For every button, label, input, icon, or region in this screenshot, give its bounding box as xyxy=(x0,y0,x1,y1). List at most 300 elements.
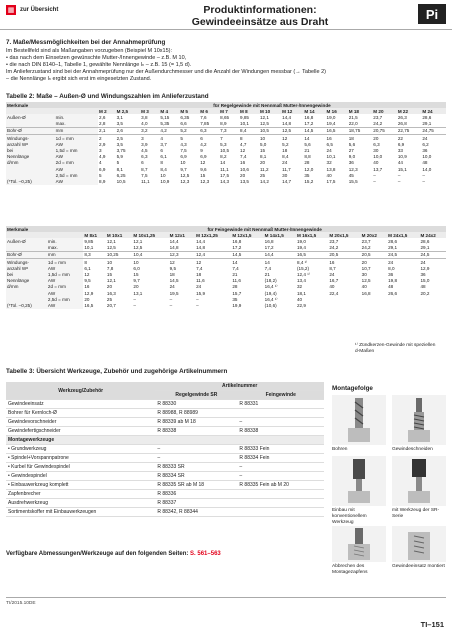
table-cell: 19,8 xyxy=(388,278,398,284)
table-cell: 10 xyxy=(259,135,281,142)
row-sublabel: max. xyxy=(55,121,98,128)
size-header: M 3 xyxy=(140,108,159,114)
body-line: Im Anlieferzustand sind bei der Annahmeprüfung nur der Außendurchmesser und die Anzahl der Windungen messbar (→ Tabelle 2) xyxy=(6,69,327,75)
table-cell: 14,8 xyxy=(169,245,179,251)
table-cell: 23,7 xyxy=(373,114,383,120)
table-cell: 21 xyxy=(232,271,238,277)
tapping-image xyxy=(392,395,446,445)
table-cell: 3,9 xyxy=(141,141,148,147)
table-row xyxy=(6,259,446,266)
table-cell: 18 xyxy=(348,135,373,142)
row-sublabel: 1d = mm xyxy=(47,259,83,266)
table-cell-tool: • Grundwerkzeug xyxy=(6,445,155,454)
table-cell: 19,4 xyxy=(296,245,306,251)
table-cell: 8,7 xyxy=(329,265,336,271)
table-cell: 4,3 xyxy=(180,141,187,147)
back-label[interactable]: zur Übersicht xyxy=(20,7,59,13)
table-cell: 6,1 xyxy=(160,154,167,160)
table-cell: 5,3 xyxy=(220,141,227,147)
table-cell: 12,5 xyxy=(133,245,143,251)
row-label: (*Tol. –0,25) xyxy=(6,178,55,184)
installed-insert-icon xyxy=(404,528,434,560)
size-header: M 12x1,5 xyxy=(231,232,263,238)
table-cell: 15,2 xyxy=(304,178,314,184)
table-cell-fein: R 88335 Fein ab M 20 xyxy=(237,481,324,490)
table-cell: 3,5 xyxy=(116,141,123,147)
table-cell: 17,2 xyxy=(304,121,314,127)
table-cell: 24,2 xyxy=(361,245,371,251)
table-cell: 9,85 xyxy=(84,238,94,244)
size-header: M 2,5 xyxy=(116,108,141,114)
table-cell: 6,9 xyxy=(180,154,187,160)
table-cell: 10,5 xyxy=(259,127,281,134)
table-cell: 48 xyxy=(422,160,428,166)
available-sizes-note xyxy=(6,551,221,557)
row-sublabel: mm xyxy=(55,127,98,134)
table-cell: 12 xyxy=(281,135,303,142)
table-cell: 14,3 xyxy=(220,178,230,184)
fine-footnote xyxy=(355,343,435,355)
table-cell: 19,0 xyxy=(326,114,336,120)
table-cell: 35 xyxy=(304,172,310,178)
table-cell: 8,4 xyxy=(160,166,167,172)
size-header: M 10x1,25 xyxy=(132,232,168,238)
table-cell: 6,3 xyxy=(373,141,380,147)
table-cell: 28,6 xyxy=(422,114,432,120)
back-to-overview-link[interactable] xyxy=(6,5,58,15)
row-label: Windungs- xyxy=(6,259,47,266)
table-cell-regel: R 88339 ab M 18 xyxy=(155,418,237,427)
table-cell: – xyxy=(196,302,199,308)
row-sublabel: min. xyxy=(47,238,83,244)
row-label: d/mm xyxy=(6,160,55,166)
table-cell: – xyxy=(133,302,136,308)
table-cell: 5,6 xyxy=(348,141,356,147)
table-cell: 13,5 xyxy=(240,178,249,184)
document-code: TI/2015.10DE xyxy=(6,601,36,606)
table-cell-tool: Gewindevorschneider xyxy=(6,418,155,427)
table-cell: 24 xyxy=(421,135,446,142)
table-cell: 20 xyxy=(84,296,90,302)
table-cell-tool: Gewindefertigschneider xyxy=(6,427,155,436)
col-merkmale: Merkmale xyxy=(6,226,83,232)
row-label: anzahl Wᵃ xyxy=(6,141,55,147)
table-cell: 20,75 xyxy=(372,127,397,134)
table-cell: 26,3 xyxy=(397,114,407,120)
step-caption: mit Werkzeug der SR-Serie xyxy=(392,508,440,519)
row-sublabel: 1,5d = mm xyxy=(55,147,98,153)
table-cell-regel: – xyxy=(155,445,237,454)
table-cell: 7,5 xyxy=(180,147,187,153)
row-sublabel: AW xyxy=(47,290,83,296)
table-cell: 12 xyxy=(169,259,195,266)
table-cell: 24 xyxy=(419,259,446,266)
table-cell: 12 xyxy=(84,271,90,277)
size-header: M 14x1,5 xyxy=(264,232,296,238)
table-cell: 29,1 xyxy=(422,121,432,127)
table-cell: 4,2 xyxy=(159,127,179,134)
table-cell: 16,5 xyxy=(296,251,328,258)
table-row xyxy=(6,400,324,409)
table-cell: 6,35 xyxy=(180,114,190,120)
table-cell: 10,6 xyxy=(240,166,249,172)
row-sublabel: max. xyxy=(47,245,83,252)
table-cell: 32 xyxy=(296,284,303,290)
table-cell-regel: – xyxy=(155,454,237,463)
table-cell: 40 xyxy=(326,172,332,178)
table-cell: 10,7 xyxy=(361,265,371,271)
table-cell: 8,7 xyxy=(141,166,148,172)
table-cell: 14,7 xyxy=(282,178,292,184)
size-header: M 8 xyxy=(239,108,259,114)
footnote-line: d-Maßen xyxy=(355,349,375,354)
table-cell: 19,9 xyxy=(232,302,242,308)
row-label: Nennlänge xyxy=(6,154,55,160)
step-caption: Gewindeschneiden xyxy=(392,447,433,452)
table-cell: 8 xyxy=(239,135,259,142)
table-cell: 11,7 xyxy=(282,166,291,172)
table-cell: 36 xyxy=(348,160,354,166)
table-cell-tool: • Kurbel für Gewindespindel xyxy=(6,463,155,472)
header-divider xyxy=(0,29,452,30)
table-cell: 4 xyxy=(159,135,179,142)
table-cell: 6,9 xyxy=(200,154,207,160)
table-cell: 8,9 xyxy=(99,178,106,184)
table-header-row xyxy=(6,382,324,391)
table-cell: 7,4 xyxy=(264,265,272,271)
table-cell: 12 xyxy=(240,147,246,153)
table-cell: 5,2 xyxy=(282,141,289,147)
row-label: Bohr-Ø xyxy=(6,251,47,258)
table-cell-tool: • Spindel+Vorspannpatrone xyxy=(6,454,155,463)
table-cell: 9 xyxy=(200,147,203,153)
table-cell-fein: R 88334 Fein xyxy=(237,454,324,463)
table-cell: 6,6 xyxy=(180,121,187,127)
table-cell: 10 xyxy=(180,160,186,166)
table-cell: – xyxy=(169,296,173,302)
table-cell: 15,0 xyxy=(420,278,430,284)
table-cell: 36 xyxy=(422,147,428,153)
table-cell: – xyxy=(397,172,401,178)
table-cell: 20 xyxy=(240,172,246,178)
table-cell: 4,7 xyxy=(240,141,247,147)
table-cell: 9,85 xyxy=(240,114,249,120)
table-cell: (15,2) xyxy=(296,265,309,271)
table-cell: 4,0 xyxy=(141,121,148,127)
table-cell: 36 xyxy=(420,271,426,277)
table-cell-fein: R 88338 xyxy=(237,427,324,436)
table-cell: 7 xyxy=(219,135,239,142)
tools-table xyxy=(6,382,324,517)
table-cell: 5,6 xyxy=(304,141,311,147)
table-cell: 17,5 xyxy=(326,178,336,184)
pages-link[interactable]: S. 561–563 xyxy=(190,551,221,557)
row-label: bei xyxy=(6,147,55,153)
table-cell: 12,0 xyxy=(304,166,314,172)
table-cell: 28 xyxy=(304,160,310,166)
table-cell: 20,7 xyxy=(106,302,116,308)
table-cell: 17,2 xyxy=(264,245,274,251)
table-cell: 2,1 xyxy=(98,127,116,134)
table-cell: 9,5 xyxy=(84,278,91,284)
table-row xyxy=(6,427,324,436)
table-cell: 40 xyxy=(296,296,303,302)
col-group: für Regelgewinde mit Nennmaß Mutter-/Innengewinde xyxy=(98,102,446,108)
table-cell: 16 xyxy=(326,135,348,142)
table-cell: 8,4 ¹⁾ xyxy=(296,259,328,266)
table-cell: 2,8 xyxy=(99,121,106,127)
pi-logo: Pi xyxy=(418,4,446,24)
table-cell: 15,9 xyxy=(196,290,206,296)
fine-thread-table xyxy=(6,226,446,309)
table-cell: 16 xyxy=(84,284,90,290)
table-cell: 20 xyxy=(259,160,266,166)
page-header xyxy=(0,0,452,28)
table-cell-fein: – xyxy=(237,418,324,427)
table-cell-regel: R 88988, R 88989 xyxy=(155,409,237,418)
table-cell: 3 xyxy=(99,147,102,153)
body-line: • die nach DIN 8140–1, Tabelle 1, gewählte Nennlänge lₙ – z.B. 15 (= 1,5 d). xyxy=(6,62,192,68)
table-cell: 29,1 xyxy=(388,245,398,251)
table-cell: 8,4 xyxy=(282,154,289,160)
table-cell: 4,5 xyxy=(141,147,148,153)
table-cell: 24 xyxy=(282,160,288,166)
table-cell-fein: R 88331 xyxy=(237,400,324,409)
tap-icon xyxy=(404,398,434,442)
table-cell: 24 xyxy=(169,284,175,290)
table-cell: 24 xyxy=(196,284,202,290)
table-cell: 15,5 xyxy=(348,178,358,184)
table-cell: 28,6 xyxy=(388,238,398,244)
table-cell-regel: R 88337 xyxy=(155,499,237,508)
table-cell: 9,6 xyxy=(200,166,207,172)
table-cell: 26,6 xyxy=(388,290,398,296)
sr-tool-icon xyxy=(404,459,434,503)
table-cell: 7,85 xyxy=(200,121,210,127)
table-cell: 11,6 xyxy=(196,278,205,284)
table-row xyxy=(6,472,324,481)
row-sublabel: 2,5d = mm xyxy=(47,296,83,302)
table2-title: Tabelle 2: Maße – Außen-Ø und Windungszahlen im Anlieferzustand xyxy=(6,93,209,100)
available-sizes-text: Verfügbare Abmessungen/Werkzeuge auf den folgenden Seiten: xyxy=(6,551,189,557)
table-cell: – xyxy=(422,178,425,184)
table-cell: 8,1 xyxy=(259,154,267,160)
table-cell: 28 xyxy=(232,284,238,290)
table-cell: 10,4 xyxy=(132,251,168,258)
table-cell: 13,1 xyxy=(133,290,143,296)
table-cell: 6,5 xyxy=(326,141,333,147)
footnote-line: ¹⁾ Zündkerzen-Gewinde mit speziellen xyxy=(355,343,436,348)
table-cell: 12,3 xyxy=(348,166,358,172)
step-caption: Gewindeeinsatz montiert xyxy=(392,564,445,569)
table-cell: 5,0 xyxy=(259,141,267,147)
table-cell-fein: – xyxy=(237,463,324,472)
table-cell: 7,4 xyxy=(240,154,247,160)
table-cell: 14 xyxy=(220,160,226,166)
table-cell: 9,7 xyxy=(180,166,187,172)
table-cell: – xyxy=(373,178,376,184)
table-cell: 12 xyxy=(195,259,231,266)
table-cell: 10,5 xyxy=(220,147,230,153)
col-artnr: Artikelnummer xyxy=(155,382,324,391)
table-cell: 24 xyxy=(329,271,335,277)
table-cell: 16,4 ¹⁾ xyxy=(264,296,278,302)
size-header: M 24 xyxy=(421,108,446,114)
table-cell: 15,1 xyxy=(397,166,407,172)
table-cell: 44 xyxy=(397,160,403,166)
table-cell-fein xyxy=(237,490,324,499)
table-cell-regel: R 88330 xyxy=(155,400,237,409)
table-cell: 12,5 xyxy=(281,127,303,134)
row-sublabel: 2,5d = mm xyxy=(55,172,98,178)
row-sublabel: AW xyxy=(47,278,83,284)
row-sublabel: min. xyxy=(55,114,98,120)
table-cell: 16,4 ¹⁾ xyxy=(264,284,278,290)
table-cell: – xyxy=(133,296,136,302)
size-header: M 6 xyxy=(199,108,219,114)
table-cell: 5,2 xyxy=(179,127,199,134)
body-line: – die Nennlänge lₙ ergibt sich erst im eingesetzten Zustand. xyxy=(6,76,152,82)
table-cell: (19,4) xyxy=(264,290,277,296)
table-cell: 24,2 xyxy=(329,245,339,251)
col-merkmale: Merkmale xyxy=(6,102,98,108)
table-cell: 19,4 xyxy=(326,121,336,127)
table-cell: 16,8 xyxy=(304,114,314,120)
table-cell: 7,6 xyxy=(200,114,207,120)
size-header: M 16 xyxy=(326,108,348,114)
table-cell: 6,25 xyxy=(116,172,126,178)
table-cell: 2,9 xyxy=(99,141,106,147)
table-row xyxy=(6,251,446,258)
row-sublabel: mm xyxy=(47,251,83,258)
table-cell: 28,6 xyxy=(420,238,430,244)
grid-icon: ▦ xyxy=(7,7,15,14)
table-cell: 12,5 xyxy=(259,121,269,127)
table-cell: 12,1 xyxy=(133,238,143,244)
table-cell: 16,5 xyxy=(84,302,94,308)
table-cell: 20,5 xyxy=(328,251,360,258)
table-cell xyxy=(328,302,360,308)
row-sublabel: AW xyxy=(55,141,98,147)
table-cell: 10,1 xyxy=(84,245,94,251)
table-row xyxy=(6,508,324,517)
table-cell: 10 xyxy=(106,259,132,266)
table-cell: 8,0 xyxy=(388,265,395,271)
row-sublabel: AW xyxy=(47,302,83,308)
table-cell: 4,9 xyxy=(99,154,106,160)
size-header: M 20x1,5 xyxy=(328,232,360,238)
table-cell: 12 xyxy=(200,160,206,166)
table-cell: 3 xyxy=(140,135,159,142)
row-label: anzahl Wᵃ xyxy=(6,265,47,271)
table-cell: 9,0 xyxy=(348,154,356,160)
table-cell: 22,9 xyxy=(296,302,306,308)
table-cell: 15 xyxy=(133,271,139,277)
table-cell: 10,1 xyxy=(326,154,336,160)
size-header: M 18 xyxy=(348,108,373,114)
table-cell: 26,8 xyxy=(397,121,407,127)
size-header: M 12x1,25 xyxy=(195,232,231,238)
table-cell-regel: R 88338 xyxy=(155,427,237,436)
table-cell xyxy=(387,302,419,308)
step-caption: Abbrechen des Montagezapfens xyxy=(332,564,368,575)
table-cell: 40 xyxy=(373,160,379,166)
table-cell: 2,6 xyxy=(99,114,106,120)
row-sublabel: 2d = mm xyxy=(47,284,83,290)
table-cell: 3,2 xyxy=(140,127,159,134)
table-cell: 20,5 xyxy=(361,251,387,258)
table-cell: 9,7 xyxy=(133,278,140,284)
table-cell: 33 xyxy=(397,147,403,153)
table-cell: 14 xyxy=(231,259,263,266)
table-cell: 24,5 xyxy=(387,251,419,258)
table-cell: 14,4 xyxy=(282,114,292,120)
table-cell: 3,5 xyxy=(116,121,123,127)
table-cell: 10,9 xyxy=(160,178,170,184)
page-number: TI–151 xyxy=(420,620,444,629)
table-cell-fein xyxy=(237,499,324,508)
table-cell: 7,3 xyxy=(219,127,239,134)
table-cell: 22,4 xyxy=(329,290,339,296)
table-cell: 5 xyxy=(179,135,199,142)
table-cell: 4 xyxy=(99,160,102,166)
table-cell: 8,4 xyxy=(239,127,259,134)
table-cell: 17,2 xyxy=(232,245,242,251)
table-cell: 6,1 xyxy=(84,265,91,271)
table-cell: 7,4 xyxy=(196,265,203,271)
table-cell: 5,15 xyxy=(160,114,170,120)
row-label: Außen-Ø xyxy=(6,238,47,244)
section-title: 7. Maße/Messmöglichkeiten bei der Annahmeprüfung xyxy=(6,39,166,46)
table-cell: 11,1 xyxy=(141,178,150,184)
row-label: bei xyxy=(6,271,47,277)
table-cell: 18 xyxy=(282,147,288,153)
table-cell: 24,2 xyxy=(373,121,383,127)
size-header: M 2 xyxy=(98,108,116,114)
table-cell-tool: Sortimentskoffer mit Einbauwerkzeugen xyxy=(6,508,155,517)
table-cell: (18,2) xyxy=(264,278,277,284)
table-cell: 15,7 xyxy=(232,290,242,296)
table-row xyxy=(6,490,324,499)
table-cell: 32 xyxy=(326,160,332,166)
table-cell: 10,0 xyxy=(422,154,432,160)
table-cell: 14,5 xyxy=(303,127,325,134)
size-header: M 24x2 xyxy=(419,232,446,238)
table-cell-tool: • Einbauwerkzeug komplett xyxy=(6,481,155,490)
table-cell: 45 xyxy=(348,172,354,178)
size-header: M 10 xyxy=(259,108,281,114)
table-cell: 10,9 xyxy=(397,154,407,160)
table-cell: – xyxy=(169,302,173,308)
row-sublabel: AW xyxy=(55,166,98,172)
row-sublabel: 2d = mm xyxy=(55,160,98,166)
table-cell: 3,7 xyxy=(160,141,167,147)
table-row xyxy=(6,436,324,445)
table-cell: 30 xyxy=(373,147,379,153)
table-cell: 11,6 xyxy=(232,278,241,284)
table-cell: 16,8 xyxy=(232,238,242,244)
table-row xyxy=(6,245,446,252)
table-cell: 6,3 xyxy=(141,154,148,160)
table-cell: 7,8 xyxy=(106,265,114,271)
table-cell: 16 xyxy=(328,259,360,266)
table3-title: Tabelle 3: Übersicht Werkzeuge, Zubehör und zugehörige Artikelnummern xyxy=(6,368,228,375)
table-row xyxy=(6,127,446,134)
size-header: M 7 xyxy=(219,108,239,114)
table-cell: 12,3 xyxy=(200,178,210,184)
table-cell: 16,7 xyxy=(329,278,339,284)
table-row xyxy=(6,454,324,463)
